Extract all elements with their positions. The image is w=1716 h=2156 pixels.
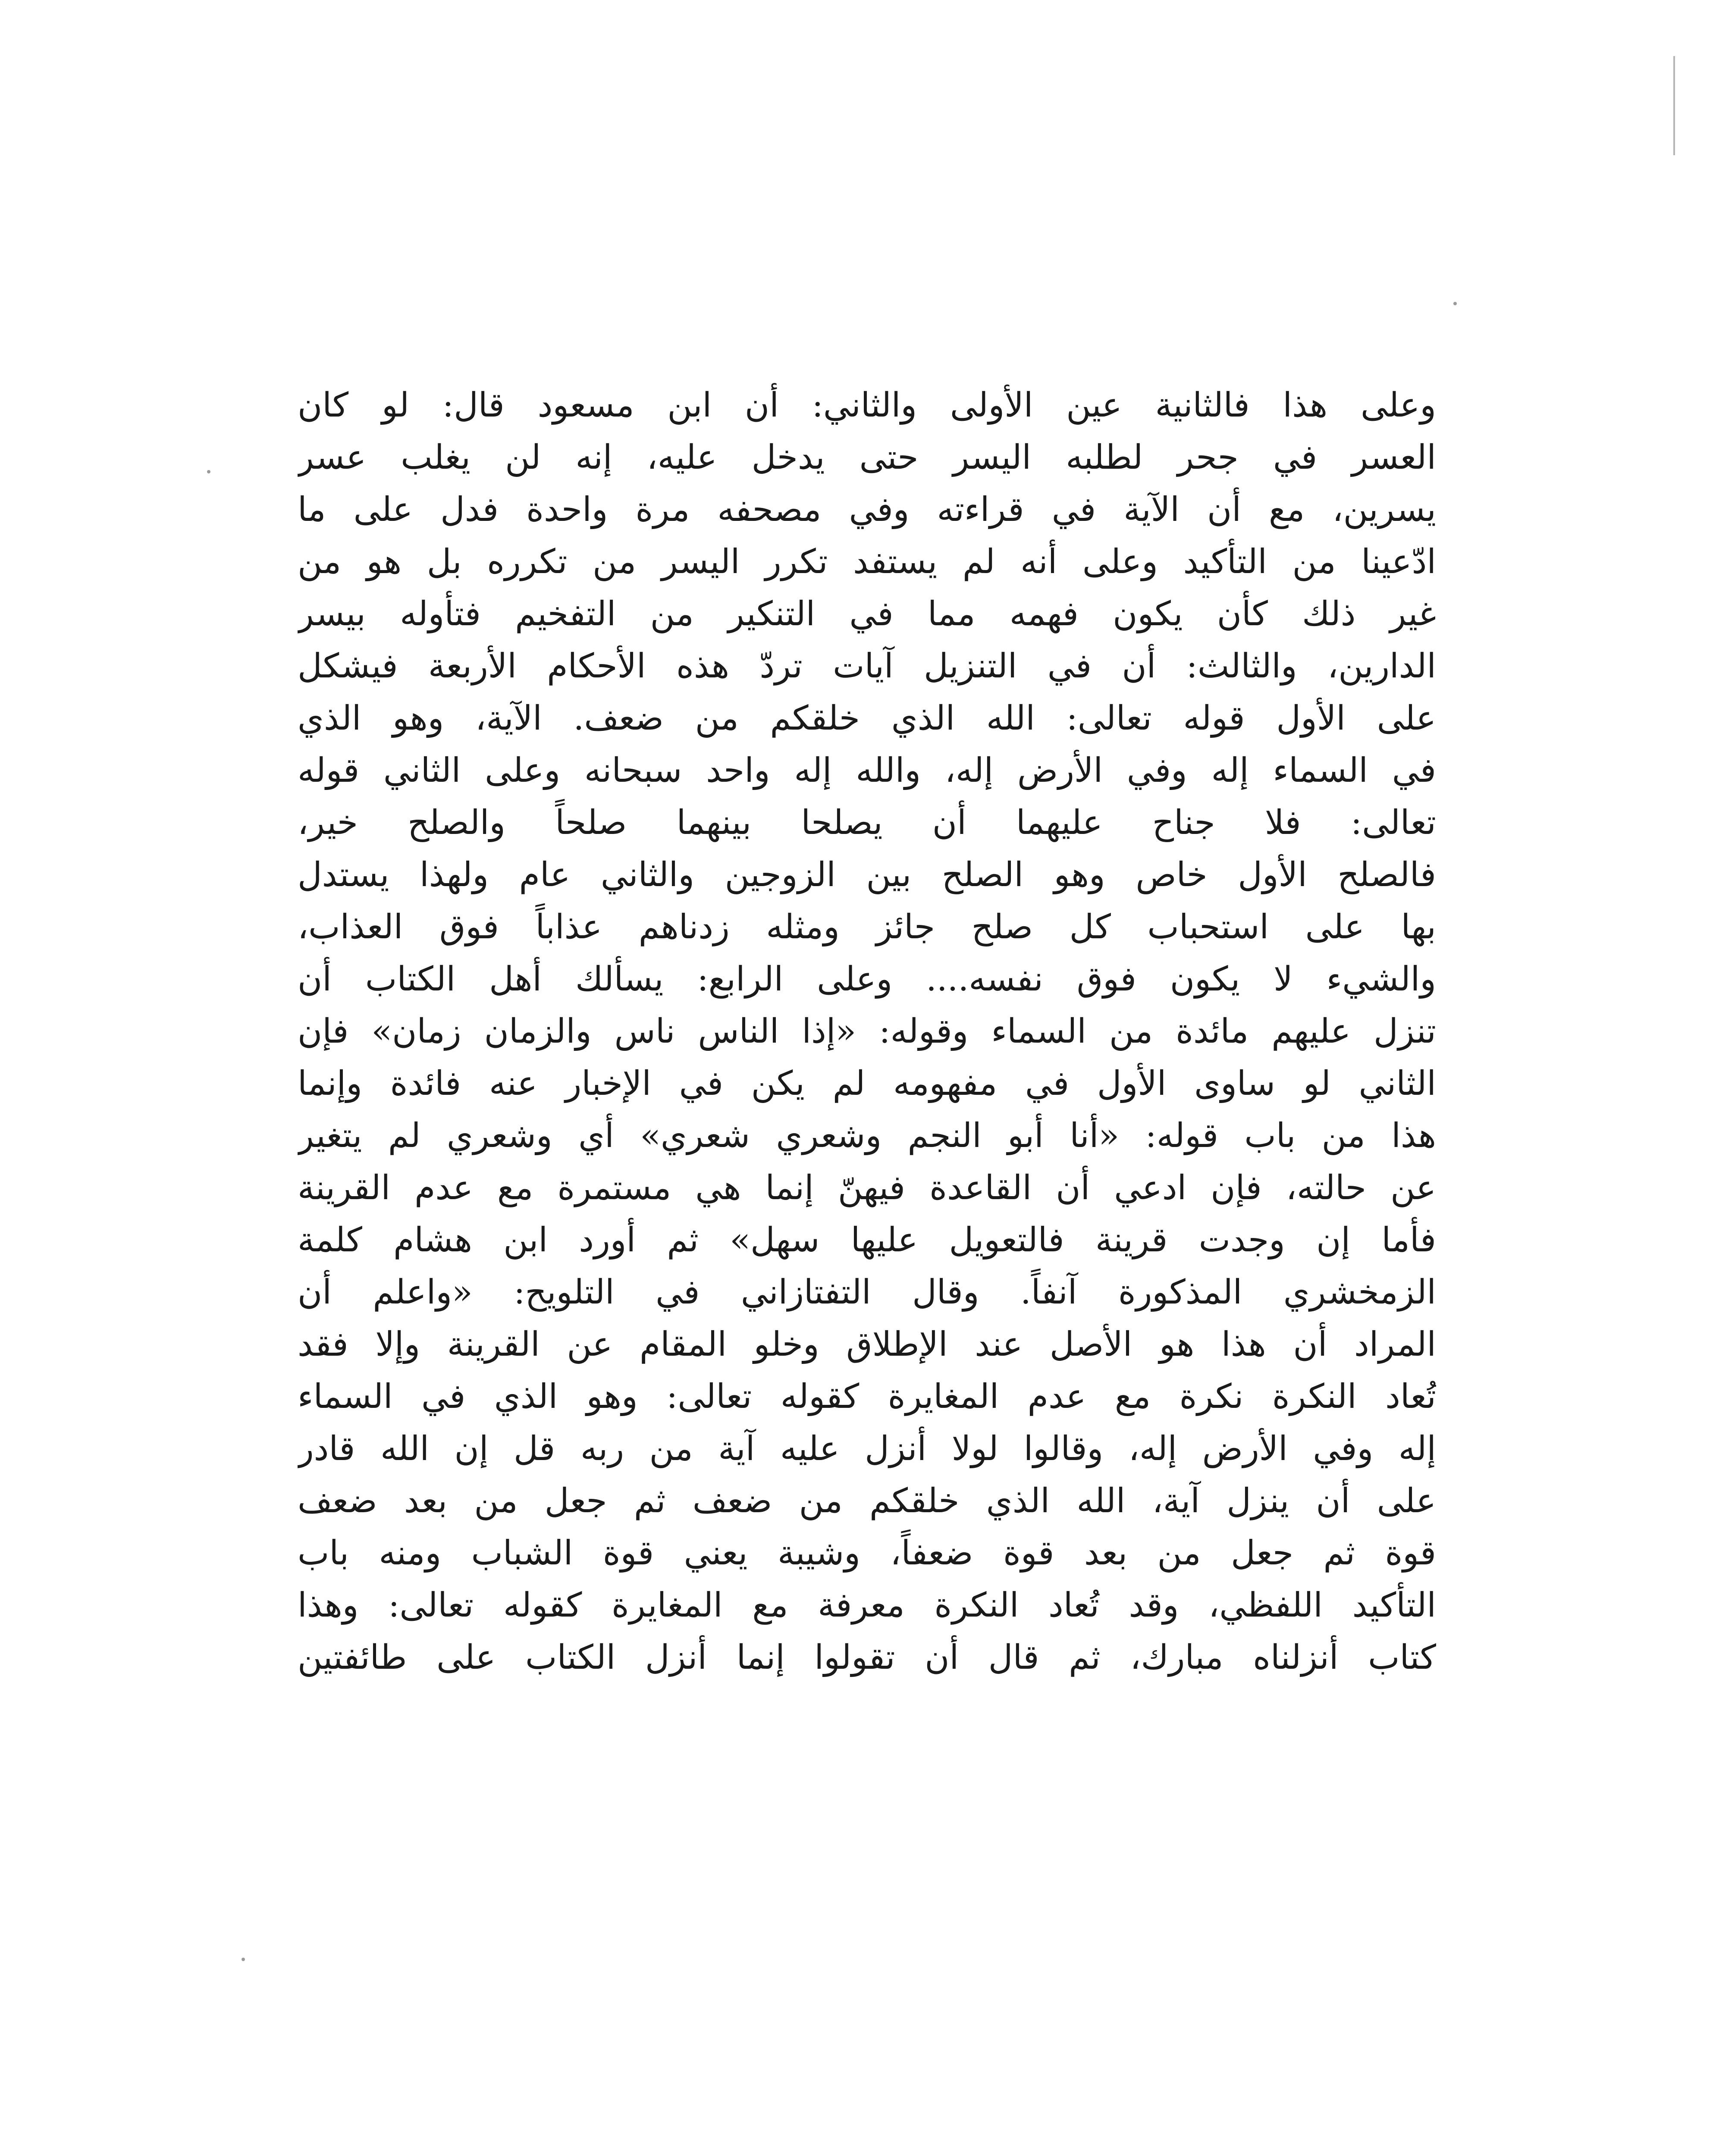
text-line: المراد أن هذا هو الأصل عند الإطلاق وخلو المقام عن القرينة وإلا فقد: [298, 1325, 1436, 1364]
text-line: العسر في جحر لطلبه اليسر حتى يدخل عليه، إنه لن يغلب عسر: [298, 438, 1436, 477]
text-line: والشيء لا يكون فوق نفسه.... وعلى الرابع: يسألك أهل الكتاب أن: [298, 960, 1436, 999]
text-line: بها على استحباب كل صلح جائز ومثله زدناهم عذاباً فوق العذاب،: [298, 908, 1436, 946]
text-line: وعلى هذا فالثانية عين الأولى والثاني: أن ابن مسعود قال: لو كان: [298, 386, 1436, 425]
text-line: الثاني لو ساوى الأول في مفهومه لم يكن في الإخبار عنه فائدة وإنما: [298, 1064, 1436, 1103]
text-line: كتاب أنزلناه مبارك، ثم قال أن تقولوا إنما أنزل الكتاب على طائفتين: [298, 1638, 1436, 1677]
body-text: [298, 379, 1436, 1684]
text-line: التأكيد اللفظي، وقد تُعاد النكرة معرفة مع المغايرة كقوله تعالى: وهذا: [298, 1586, 1436, 1625]
text-line: الزمخشري المذكورة آنفاً. وقال التفتازاني في التلويح: «واعلم أن: [298, 1273, 1436, 1312]
text-line: تُعاد النكرة نكرة مع عدم المغايرة كقوله تعالى: وهو الذي في السماء: [298, 1377, 1436, 1416]
text-line: غير ذلك كأن يكون فهمه مما في التنكير من التفخيم فتأوله بيسر: [298, 595, 1436, 633]
text-line: فأما إن وجدت قرينة فالتعويل عليها سهل» ثم أورد ابن هشام كلمة: [298, 1221, 1436, 1260]
text-line: تعالى: فلا جناح عليهما أن يصلحا بينهما صلحاً والصلح خير،: [298, 803, 1436, 842]
margin-mark: [1673, 56, 1675, 155]
text-line: عن حالته، فإن ادعي أن القاعدة فيهنّ إنما هي مستمرة مع عدم القرينة: [298, 1169, 1436, 1207]
text-line: الدارين، والثالث: أن في التنزيل آيات تردّ هذه الأحكام الأربعة فيشكل: [298, 647, 1436, 686]
scan-speck: [242, 1958, 245, 1961]
text-line: على أن ينزل آية، الله الذي خلقكم من ضعف ثم جعل من بعد ضعف: [298, 1482, 1436, 1520]
scan-speck: [1453, 302, 1457, 305]
text-line: إله وفي الأرض إله، وقالوا لولا أنزل عليه آية من ربه قل إن الله قادر: [298, 1429, 1436, 1468]
text-line: فالصلح الأول خاص وهو الصلح بين الزوجين والثاني عام ولهذا يستدل: [298, 856, 1436, 894]
text-line: ادّعينا من التأكيد وعلى أنه لم يستفد تكرر اليسر من تكرره بل هو من: [298, 542, 1436, 581]
text-line: هذا من باب قوله: «أنا أبو النجم وشعري شعري» أي وشعري لم يتغير: [298, 1116, 1436, 1155]
scan-speck: [207, 470, 210, 473]
text-line: قوة ثم جعل من بعد قوة ضعفاً، وشيبة يعني قوة الشباب ومنه باب: [298, 1534, 1436, 1573]
text-line: تنزل عليهم مائدة من السماء وقوله: «إذا الناس ناس والزمان زمان» فإن: [298, 1012, 1436, 1051]
text-line: على الأول قوله تعالى: الله الذي خلقكم من ضعف. الآية، وهو الذي: [298, 699, 1436, 738]
text-line: يسرين، مع أن الآية في قراءته وفي مصحفه مرة واحدة فدل على ما: [298, 490, 1436, 529]
text-line: في السماء إله وفي الأرض إله، والله إله واحد سبحانه وعلى الثاني قوله: [298, 751, 1436, 790]
